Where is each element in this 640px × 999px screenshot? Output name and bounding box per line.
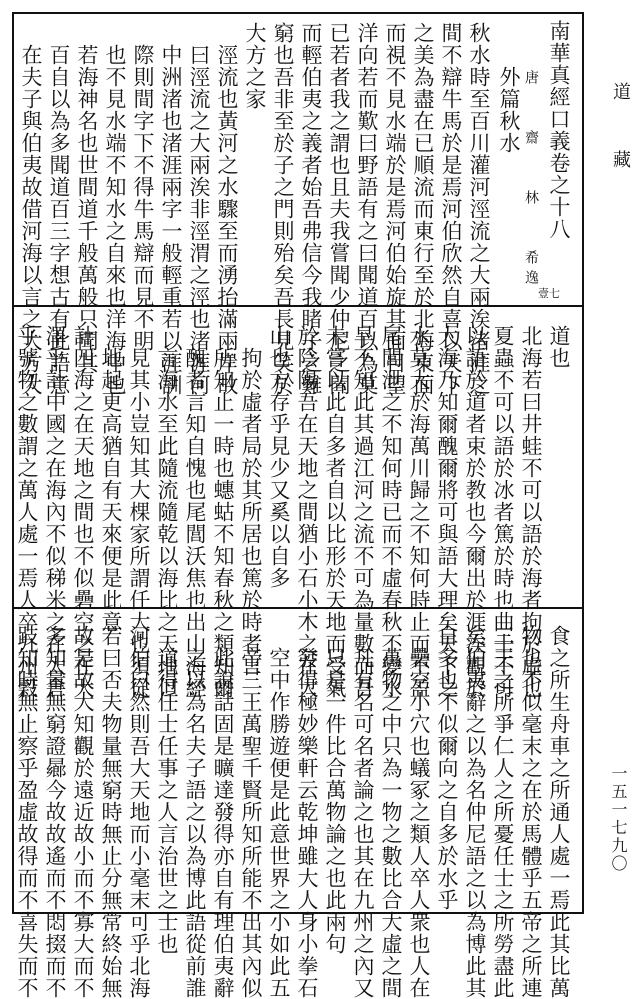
text-column: 南華真經口義卷之十八 [547, 20, 571, 240]
text-column: 帝三王萬聖千賢所知所能不出其內似 [239, 647, 263, 999]
text-column: 於陰陽吾在天地之間猶小石小木之在大 [295, 325, 319, 699]
text-column: 見其小豈知其大棵家所謂任大也須從 [127, 347, 151, 699]
text-column: 大方之家 [243, 22, 267, 110]
text-column: 發得極妙樂軒云乾坤雖大人身小拳石 [295, 647, 319, 999]
page-number: 壹七 [538, 287, 560, 300]
text-column: 百自以為多聞道百三字想古有此語意 [47, 44, 71, 396]
text-column: 之美為盡在已順流而東行至於北海東面 [411, 22, 435, 396]
text-column: 在夫子與伯夷故借河海以言之大方大 [19, 44, 43, 396]
text-column: 間不辯牛馬於是焉河伯欣然自喜以天下 [439, 22, 463, 396]
text-column: 夏蟲不可以語於冰者篤於時也曲士不可 [491, 325, 515, 699]
text-column: 空中作勝遊便是此意世界之小如此五 [267, 647, 291, 999]
text-column: 涇流也黃河之水驟至而湧抬滿兩岸故 [215, 44, 239, 396]
text-column: 言海水至此隨流隨乾以海比之天地但 [155, 347, 179, 699]
text-column: 外篇秋水 [497, 66, 521, 154]
text-column: 際則間字下不得牛馬辯而見不明 [131, 44, 155, 352]
text-column: 之以為名夫子語之以為博此語從前誰 [183, 647, 207, 999]
text-column: 故是故大知觀於遠近故小而不寡大而不 [71, 625, 95, 999]
text-column: 道也 [547, 325, 571, 369]
text-column: 凡有名可名者論之也其在九州之內又 [351, 647, 375, 999]
text-column: 道得任士任事之人言治世之士也 [155, 647, 179, 955]
text-column: 拘於虛者局於其所居也篤於時者言 [239, 347, 263, 677]
text-column: 澤乎計中國之在海內不似稊米之在太倉 [43, 325, 67, 699]
text-column: 物也不似毫末之在於馬體乎五帝之所連 [519, 625, 543, 999]
text-column: 三王之所爭仁人之所憂任士之所勞盡此 [491, 625, 515, 999]
margin-label-bottom: 藏 [610, 150, 631, 168]
text-column: 此說話固是曠達發得亦自有理伯夷辭 [211, 647, 235, 999]
text-column: 而視不見水端於是焉河伯始旋其面目望 [383, 22, 407, 396]
text-column: 而輕伯夷之義者始吾弗信今我睹子之難 [299, 22, 323, 396]
text-column: 若曰否夫物量無窮時無止分無常終始無 [99, 625, 123, 999]
text-column: 所知止一時也蟪蛄不知春秋之類知爾 [211, 347, 235, 699]
text-column: 旱不知此其過江河之流不可為量數而吾 [351, 325, 375, 699]
text-column: 秋水時至百川灌河涇流之大兩涘渚涯之 [467, 22, 491, 396]
text-column: 以語於道者束於教也今爾出於涯涘觀於 [463, 325, 487, 699]
text-column: 水莫大於海萬川歸之不知何時止而不盈 [407, 325, 431, 699]
text-column: 自多也不似爾向之自多於水乎 [435, 625, 459, 911]
text-column: 若海神名也世間道千般萬般只聞其 [75, 44, 99, 374]
text-column: 矣伯夷辭之以為名仲尼語之以為博此其 [463, 625, 487, 999]
text-column: 河伯曰然則吾大天地而小毫末可乎北海 [127, 625, 151, 999]
text-column: 萬物之中只為一物之數比合大虛之間 [379, 647, 403, 999]
text-column: 只是一件比合萬物論之也此兩句 [323, 647, 347, 955]
text-column: 尾閭泄之不知何時已而不虛春秋不變水 [379, 325, 403, 699]
text-column: 跂知時無止察乎盈虛故得而不喜失而不 [15, 625, 39, 999]
text-column: 計四海之在天地之間也不似礨空之在大 [71, 325, 95, 699]
text-column: 唐 齋 林 希逸 [523, 70, 539, 290]
text-column: 多知量無窮證曏今故故遙而不悶掇而不 [43, 625, 67, 999]
text-column: 曰涇流之大兩涘非涇渭之涇也渚涯河 [187, 44, 211, 396]
text-column: 礨空小穴也蟻冢之類人卒人衆也人在 [407, 647, 431, 999]
text-column: 醜者言知自愧也尾閭沃焦也出山海經 [183, 347, 207, 699]
text-column: 乎號物之數謂之萬人處一焉人卒九州穀 [15, 325, 39, 699]
text-column: 北海若曰井蛙不可以語於海者拘於虛也 [519, 325, 543, 699]
text-column: 中洲渚也渚涯兩字一般輕重若以涯訓 [159, 44, 183, 396]
text-column: 洋向若而歎曰野語有之曰聞道百以為莫 [355, 22, 379, 396]
text-column: 大海乃知爾醜爾將可與語大理矣天下之 [435, 325, 459, 699]
text-column: 也不見水端不知水之自來也洋海中也 [103, 44, 127, 396]
text-column: 未嘗以此自多者自以比形於天地而受氣 [323, 325, 347, 699]
text-column: 山也方存乎見少又奚以自多 [267, 325, 291, 589]
text-column: 食之所生舟車之所通人處一焉此其比萬 [547, 625, 571, 999]
margin-label-top: 道 [610, 82, 631, 100]
text-column: 窮也吾非至於子之門則殆矣吾長見笑於 [271, 22, 295, 396]
text-column: 地起更高猶自有天來便是此意 [99, 347, 123, 633]
folio-number: 一五一七九〇 [609, 765, 628, 873]
text-column: 已若者我之謂也且夫我嘗聞少仲尼之聞 [327, 22, 351, 396]
